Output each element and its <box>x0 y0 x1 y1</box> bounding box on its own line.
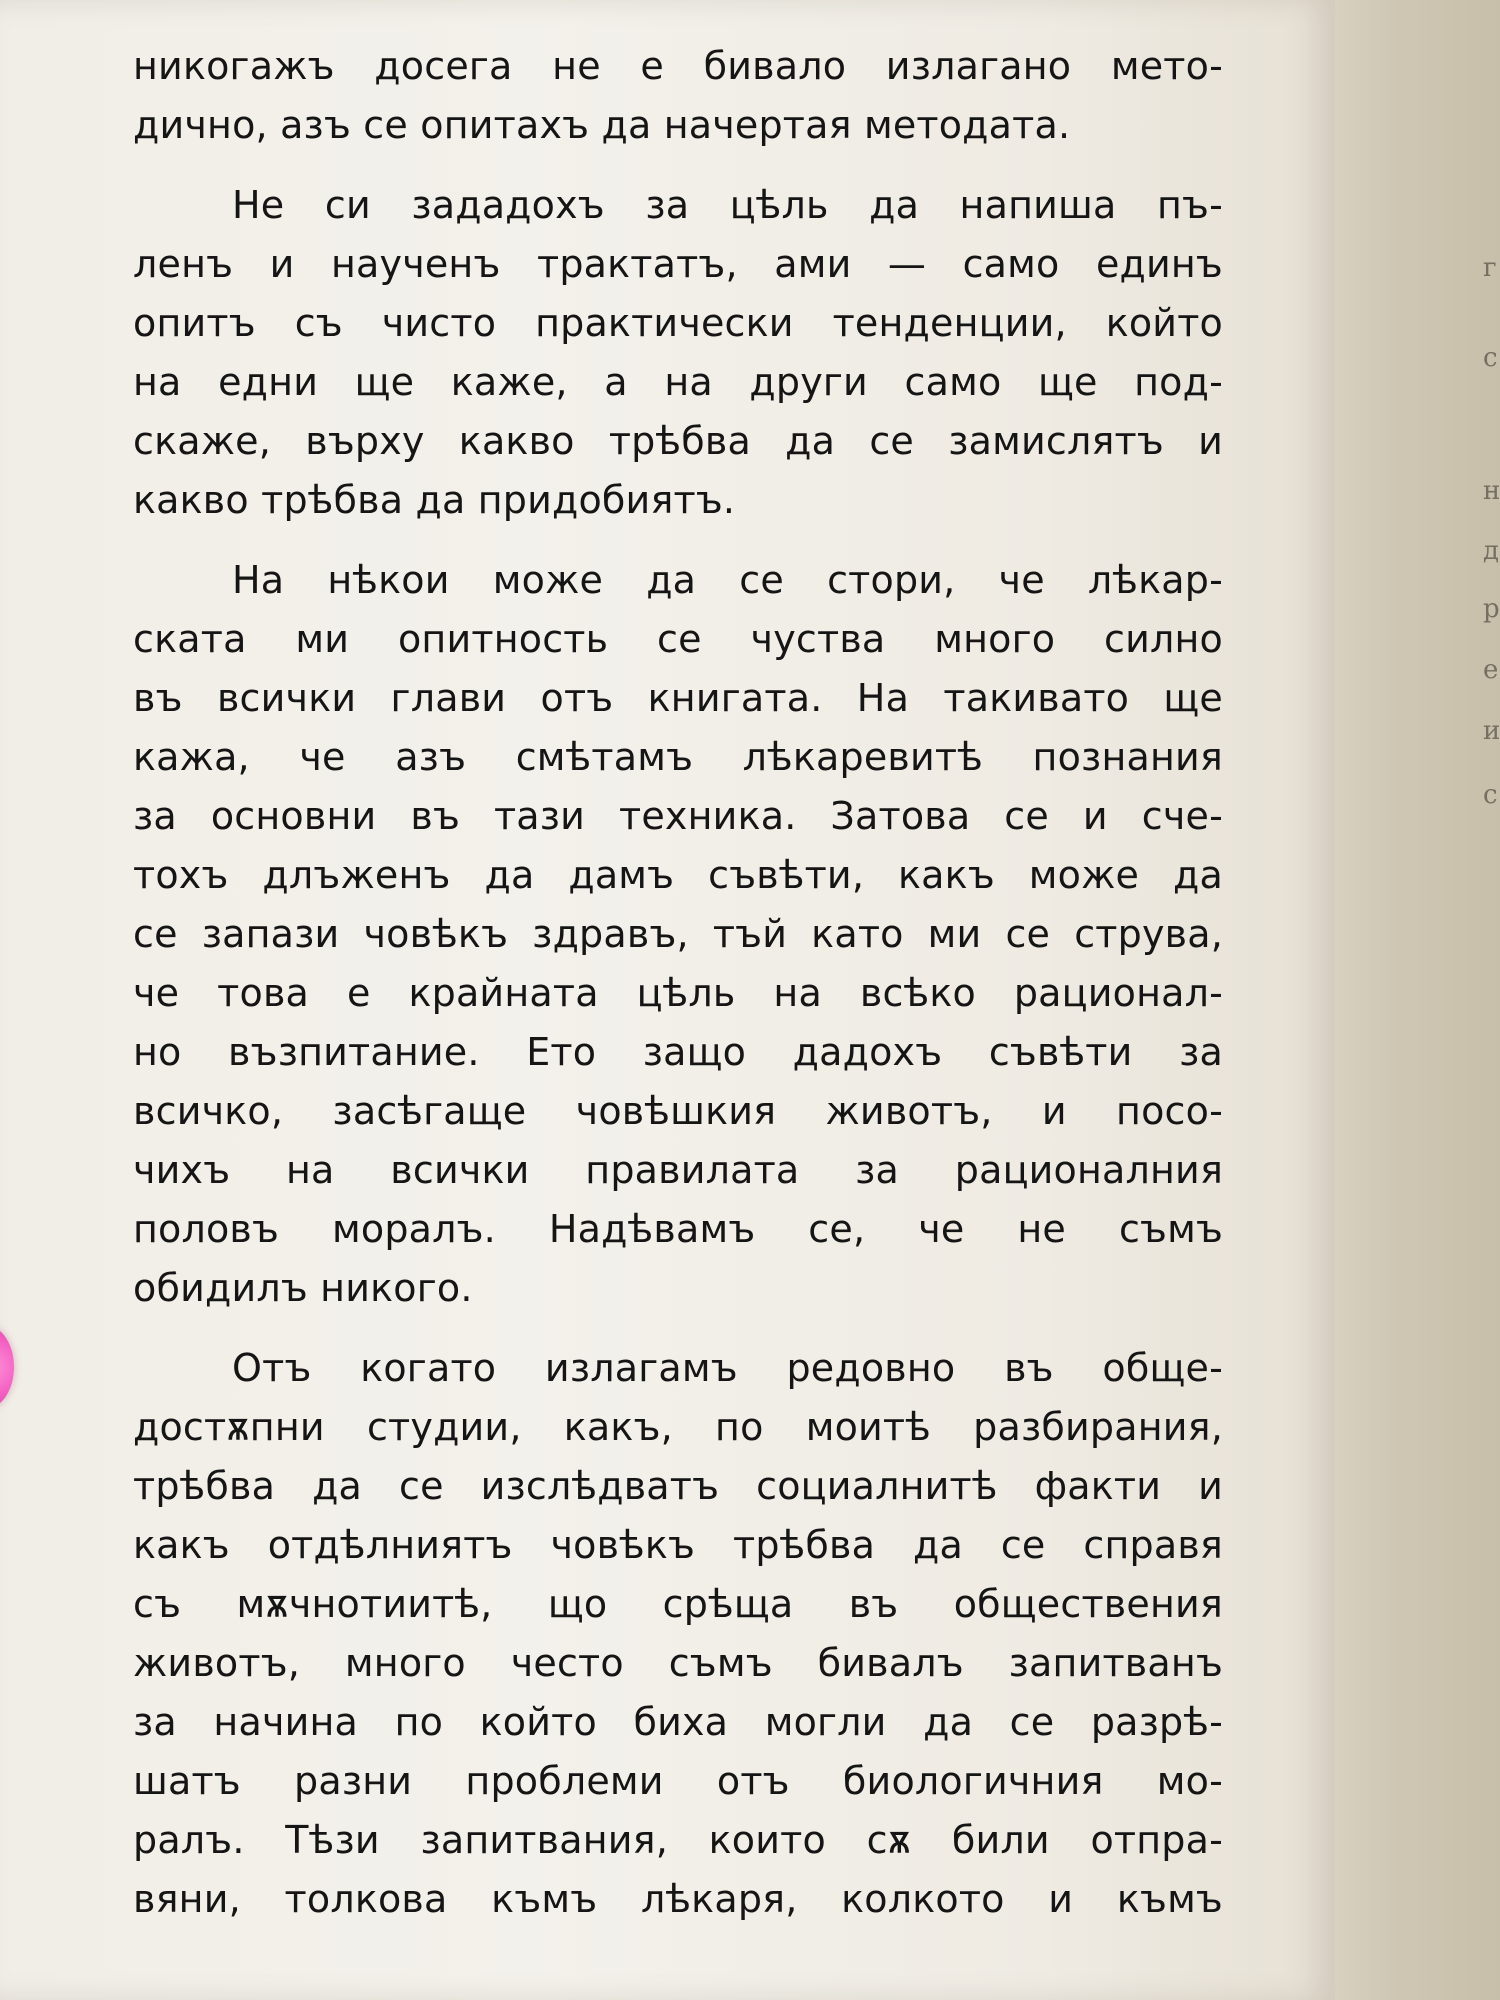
text-line: се запази човѣкъ здравъ, тъй като ми се струва, <box>133 912 1223 956</box>
paragraph <box>133 37 1223 155</box>
text-line: ленъ и наученъ трактатъ, ами — само единъ <box>133 242 1223 286</box>
text-line: чихъ на всички правилата за рационалния <box>133 1148 1223 1192</box>
text-line: кажа, че азъ смѣтамъ лѣкаревитѣ познания <box>133 735 1223 779</box>
edge-fragment-glyph: р <box>1483 594 1500 624</box>
text-line: животъ, много често съмъ бивалъ запитванъ <box>133 1641 1223 1685</box>
text-line: дично, азъ се опитахъ да начертая методата. <box>133 103 1071 147</box>
text-line: половъ моралъ. Надѣвамъ се, че не съмъ <box>133 1207 1223 1251</box>
adjacent-page-edge <box>1335 0 1500 2000</box>
text-line: никогажъ досега не е бивало излагано мето- <box>133 44 1223 88</box>
edge-fragment-glyph: д <box>1483 536 1500 566</box>
text-line: на едни ще каже, а на други само ще под- <box>133 360 1223 404</box>
text-line: достѫпни студии, какъ, по моитѣ разбирания, <box>133 1405 1223 1449</box>
text-line: съ мѫчнотиитѣ, що срѣща въ обществения <box>133 1582 1223 1626</box>
edge-fragment-glyph: и <box>1483 716 1500 746</box>
text-line: за начина по който биха могли да се разрѣ- <box>133 1700 1223 1744</box>
text-line: ската ми опитность се чуства много силно <box>133 617 1223 661</box>
text-line: че това е крайната цѣль на всѣко рационал- <box>133 971 1223 1015</box>
text-line: трѣбва да се изслѣдватъ социалнитѣ факти и <box>133 1464 1223 1508</box>
text-line: но възпитание. Ето защо дадохъ съвѣти за <box>133 1030 1223 1074</box>
text-line: какъ отдѣлниятъ човѣкъ трѣбва да се справя <box>133 1523 1223 1567</box>
text-line: шатъ разни проблеми отъ биологичния мо- <box>133 1759 1223 1803</box>
text-line: тохъ длъженъ да дамъ съвѣти, какъ може да <box>133 853 1223 897</box>
text-line: Отъ когато излагамъ редовно въ обще- <box>232 1346 1223 1390</box>
edge-fragment-glyph: с <box>1483 780 1498 810</box>
text-line: вяни, толкова къмъ лѣкаря, колкото и къмъ <box>133 1877 1223 1921</box>
page-text <box>133 37 1223 1950</box>
paragraph <box>133 1339 1223 1929</box>
text-line: скаже, върху какво трѣбва да се замислятъ и <box>133 419 1223 463</box>
edge-fragment-glyph: г <box>1483 253 1497 283</box>
text-line: обидилъ никого. <box>133 1266 473 1310</box>
paragraph <box>133 551 1223 1318</box>
text-line: На нѣкои може да се стори, че лѣкар- <box>232 558 1223 602</box>
edge-fragment-glyph: е <box>1483 655 1499 685</box>
text-line: Не си зададохъ за цѣль да напиша пъ- <box>232 183 1223 227</box>
text-line: какво трѣбва да придобиятъ. <box>133 478 736 522</box>
text-line: въ всички глави отъ книгата. На такивато ще <box>133 676 1223 720</box>
text-line: опитъ съ чисто практически тенденции, който <box>133 301 1223 345</box>
text-line: за основни въ тази техника. Затова се и сче- <box>133 794 1223 838</box>
paragraph <box>133 176 1223 530</box>
edge-fragment-glyph: с <box>1483 343 1498 373</box>
edge-fragment-glyph: н <box>1483 476 1500 506</box>
text-line: всичко, засѣгаще човѣшкия животъ, и посо- <box>133 1089 1223 1133</box>
text-line: ралъ. Тѣзи запитвания, които сѫ били отпра- <box>133 1818 1223 1862</box>
